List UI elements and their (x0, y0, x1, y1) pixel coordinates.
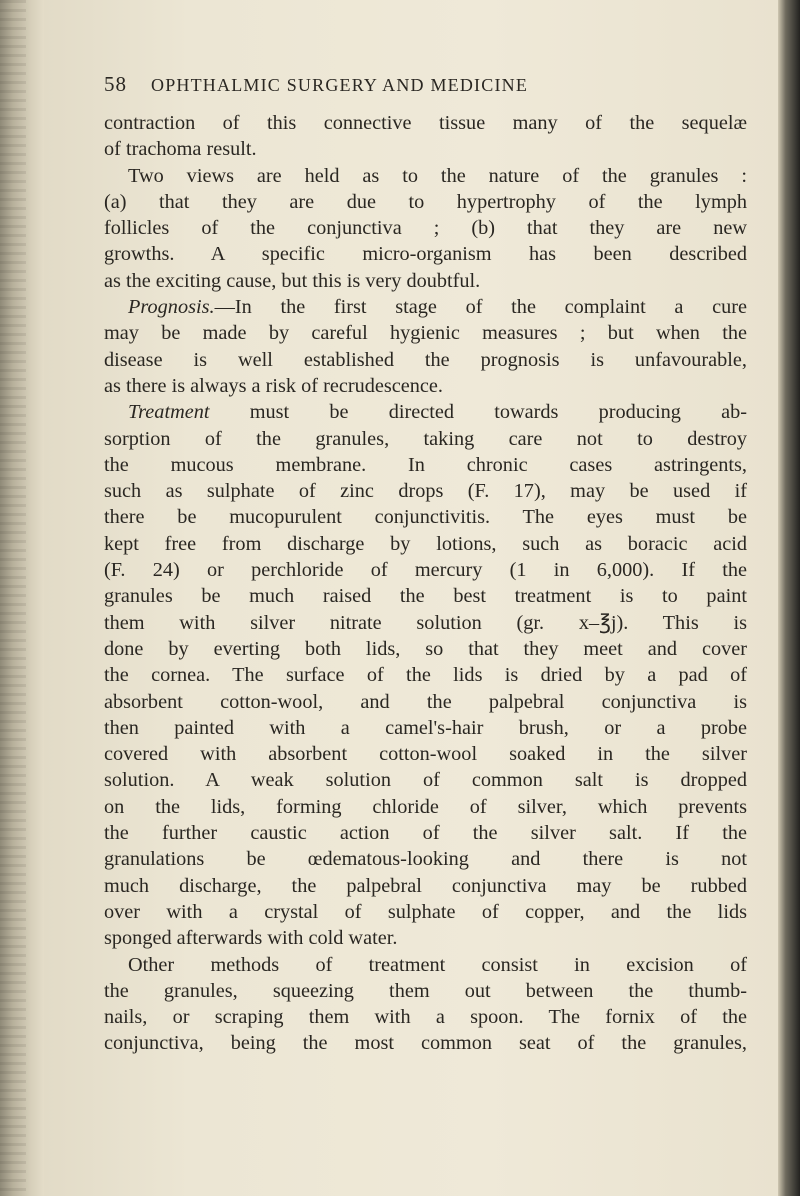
line-text: nails, or scraping them with a spoon. The fornix of the (104, 1006, 747, 1029)
line-text: (a) that they are due to hypertrophy of the lymph (104, 190, 747, 213)
line-text: much discharge, the palpebral conjunctiva may be rubbed (104, 874, 747, 897)
line-text: as there is always a risk of recrudescence. (104, 374, 443, 397)
text-line (104, 268, 747, 294)
running-head-title: OPHTHALMIC SURGERY AND MEDICINE (151, 75, 529, 95)
line-text: over with a crystal of sulphate of copper, and the lids (104, 900, 747, 923)
line-text: the granules, squeezing them out between the thumb- (104, 979, 747, 1002)
text-line (104, 715, 747, 741)
line-text: absorbent cotton-wool, and the palpebral conjunctiva is (104, 690, 747, 713)
text-line (104, 320, 747, 346)
text-line (104, 583, 747, 609)
page-number: 58 (104, 72, 127, 96)
text-line (104, 899, 747, 925)
text-line (104, 1030, 747, 1056)
text-line (104, 504, 747, 530)
line-text: contraction of this connective tissue many of the sequelæ (104, 112, 747, 134)
text-line (104, 399, 747, 425)
line-text: covered with absorbent cotton-wool soaked in the silver (104, 743, 747, 766)
text-line (104, 925, 747, 951)
text-line (104, 531, 747, 557)
body-text (104, 110, 747, 1057)
line-text: such as sulphate of zinc drops (F. 17), may be used if (104, 480, 747, 503)
text-line (104, 189, 747, 215)
italic-heading: Treatment (128, 401, 210, 424)
line-text: the further caustic action of the silver salt. If the (104, 822, 747, 845)
line-text: follicles of the conjunctiva ; (b) that they are new (104, 217, 747, 240)
text-line (104, 952, 747, 978)
text-line (104, 662, 747, 688)
line-text: kept free from discharge by lotions, such as boracic acid (104, 532, 747, 555)
text-line (104, 557, 747, 583)
text-line (104, 767, 747, 793)
text-line (104, 846, 747, 872)
line-text: may be made by careful hygienic measures ; but when the (104, 322, 747, 345)
line-text: of trachoma result. (104, 138, 257, 161)
line-text: —In the first stage of the complaint a cure (214, 296, 747, 319)
page-binding-shadow (0, 0, 44, 1196)
text-line (104, 820, 747, 846)
line-text: sorption of the granules, taking care not to destroy (104, 427, 747, 450)
line-text: there be mucopurulent conjunctivitis. The eyes must be (104, 506, 747, 529)
text-line (104, 636, 747, 662)
italic-heading: Prognosis. (128, 296, 215, 319)
text-line (104, 610, 747, 636)
text-line (104, 215, 747, 241)
text-line (104, 373, 747, 399)
text-line (104, 163, 747, 189)
page-edge-shadow (778, 0, 800, 1196)
line-text: granulations be œdematous-looking and there is not (104, 848, 747, 871)
line-text: Other methods of treatment consist in excision of (128, 953, 747, 976)
text-line (104, 689, 747, 715)
line-text: granules be much raised the best treatment is to paint (104, 585, 747, 608)
text-line (104, 794, 747, 820)
text-line (104, 426, 747, 452)
line-text: solution. A weak solution of common salt is dropped (104, 769, 747, 792)
text-line (104, 478, 747, 504)
text-line (104, 1004, 747, 1030)
text-line (104, 741, 747, 767)
line-text: the cornea. The surface of the lids is dried by a pad of (104, 664, 747, 687)
line-text: done by everting both lids, so that they meet and cover (104, 637, 747, 660)
text-line (104, 110, 747, 136)
line-text: growths. A specific micro-organism has been described (104, 243, 747, 266)
line-text: (F. 24) or perchloride of mercury (1 in 6,000). If the (104, 559, 747, 582)
text-line (104, 136, 747, 162)
line-text: sponged afterwards with cold water. (104, 927, 398, 950)
text-line (104, 347, 747, 373)
line-text: conjunctiva, being the most common seat of the granules, (104, 1032, 747, 1055)
text-line (104, 294, 747, 320)
text-line (104, 978, 747, 1004)
line-text: them with silver nitrate solution (gr. x–℥j). This is (104, 611, 747, 634)
line-text: then painted with a camel's-hair brush, or a probe (104, 716, 747, 739)
text-line (104, 452, 747, 478)
text-line (104, 241, 747, 267)
line-text: Two views are held as to the nature of the granules : (128, 164, 747, 187)
running-header (104, 72, 744, 102)
line-text: disease is well established the prognosis is unfavourable, (104, 348, 747, 371)
line-text: must be directed towards producing ab- (209, 401, 747, 424)
binding-fold-texture (0, 0, 26, 1196)
line-text: as the exciting cause, but this is very doubtful. (104, 269, 481, 292)
line-text: on the lids, forming chloride of silver, which prevents (104, 795, 747, 818)
line-text: the mucous membrane. In chronic cases astringents, (104, 453, 747, 476)
text-line (104, 873, 747, 899)
